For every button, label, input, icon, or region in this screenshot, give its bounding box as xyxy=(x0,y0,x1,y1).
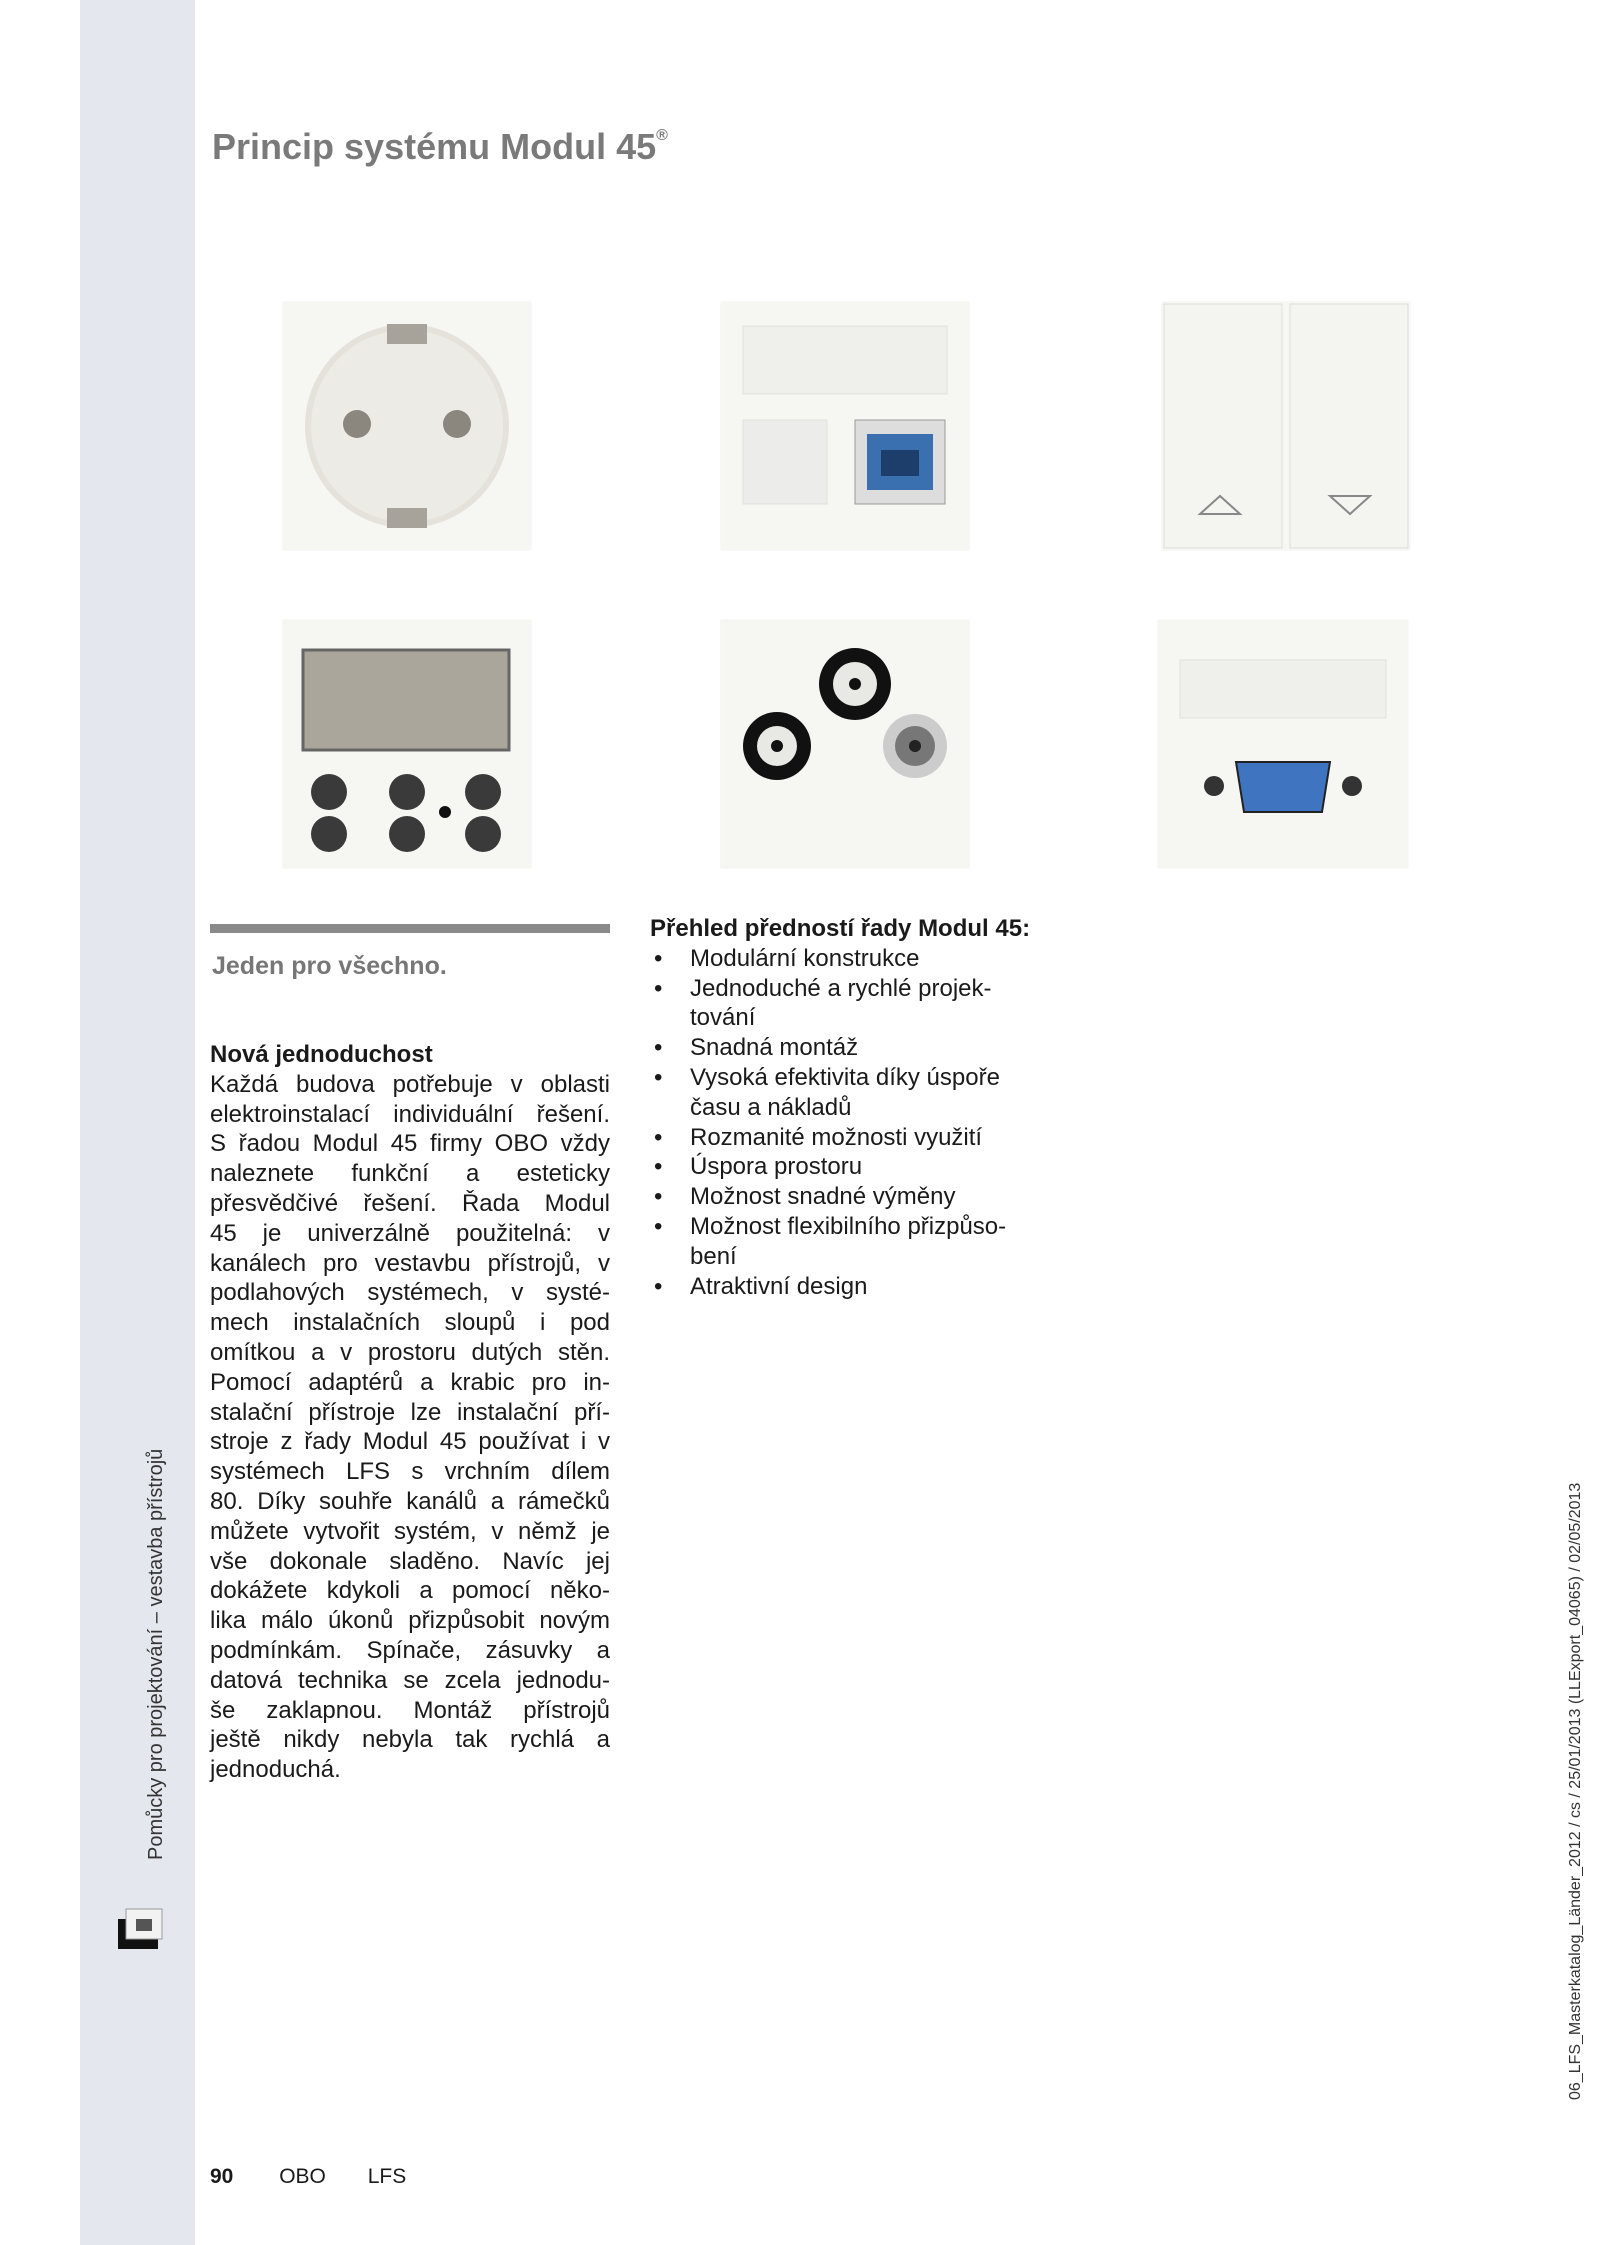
feature-item: • Možnost flexibilního přizpůso- bení xyxy=(650,1212,1070,1272)
body-line: jednoduchá. xyxy=(210,1756,341,1784)
lead-text: Jeden pro všechno. xyxy=(212,952,447,980)
page-number: 90 xyxy=(210,2165,234,2188)
socket-icon xyxy=(283,302,531,550)
body-paragraph xyxy=(210,1070,610,1785)
body-line: S řadou Modul 45 firmy OBO vždy xyxy=(210,1130,610,1158)
brand-label: OBO xyxy=(279,2165,326,2188)
body-line: můžete vytvořit systém, v němž je xyxy=(210,1517,610,1545)
blind-switch-icon xyxy=(1162,302,1410,550)
document-code: 06_LFS_Masterkatalog_Länder_2012 / cs / 25/01/2013 (LLExport_04065) / 02/05/2013 xyxy=(1567,1482,1584,2100)
body-line: omítkou a v prostoru dutých stěn. xyxy=(210,1338,610,1366)
body-line: ještě nikdy nebyla tak rychlá a xyxy=(210,1726,610,1754)
body-line: 45 je univerzálně použitelná: v xyxy=(210,1219,610,1247)
body-line: dokážete kdykoli a pomocí něko- xyxy=(210,1577,610,1605)
timer-display-icon xyxy=(283,620,531,868)
body-line: systémech LFS s vrchním dílem xyxy=(210,1458,610,1486)
antenna-socket-icon xyxy=(721,620,969,868)
body-line: datová technika se zcela jednodu- xyxy=(210,1666,610,1694)
features-heading: Přehled předností řady Modul 45: xyxy=(650,915,1031,942)
body-line: stalační přístroje lze instalační pří- xyxy=(210,1398,610,1426)
features-list xyxy=(650,914,1070,1301)
body-line: naleznete funkční a esteticky xyxy=(210,1160,610,1188)
body-line: vše dokonale sladěno. Navíc jej xyxy=(210,1547,610,1575)
page-footer xyxy=(210,2165,442,2189)
body-line: kanálech pro vestavbu přístrojů, v xyxy=(210,1249,610,1277)
body-heading: Nová jednoduchost xyxy=(210,1041,433,1068)
body-line: 80. Díky souhře kanálů a rámečků xyxy=(210,1487,610,1515)
feature-item: • Úspora prostoru xyxy=(650,1152,1070,1182)
feature-item: • Atraktivní design xyxy=(650,1272,1070,1302)
body-line: Pomocí adaptérů a krabic pro in- xyxy=(210,1368,610,1396)
vga-socket-icon xyxy=(1158,620,1408,868)
body-line: stroje z řady Modul 45 používat i v xyxy=(210,1428,610,1456)
feature-bullets xyxy=(650,944,1070,1302)
body-line: mech instalačních sloupů i pod xyxy=(210,1309,610,1337)
body-line: lika málo úkonů přizpůsobit novým xyxy=(210,1607,610,1635)
feature-item: • Možnost snadné výměny xyxy=(650,1182,1070,1212)
body-line: Každá budova potřebuje v oblasti xyxy=(210,1070,610,1098)
body-line: še zaklapnou. Montáž přístrojů xyxy=(210,1696,610,1724)
data-socket-icon xyxy=(721,302,969,550)
body-line: přesvědčivé řešení. Řada Modul xyxy=(210,1189,610,1217)
feature-item: • Vysoká efektivita díky úspoře času a nákladů xyxy=(650,1063,1070,1123)
body-line: podmínkám. Spínače, zásuvky a xyxy=(210,1636,610,1664)
body-line: elektroinstalací individuální řešení. xyxy=(210,1100,610,1128)
section-label: Pomůcky pro projektování – vestavba přístrojů xyxy=(145,1448,167,1860)
feature-item: • Jednoduché a rychlé projek- tování xyxy=(650,974,1070,1034)
series-label: LFS xyxy=(367,2165,407,2188)
body-line: podlahových systémech, v systé- xyxy=(210,1279,610,1307)
product-thumbnail-icon xyxy=(118,1905,164,1951)
page-title: Princip systému Modul 45® xyxy=(212,126,668,167)
feature-item: • Rozmanité možnosti využití xyxy=(650,1123,1070,1153)
body-text-column xyxy=(210,1040,610,1785)
feature-item: • Snadná montáž xyxy=(650,1033,1070,1063)
divider-rule xyxy=(210,924,610,933)
feature-item: • Modulární konstrukce xyxy=(650,944,1070,974)
